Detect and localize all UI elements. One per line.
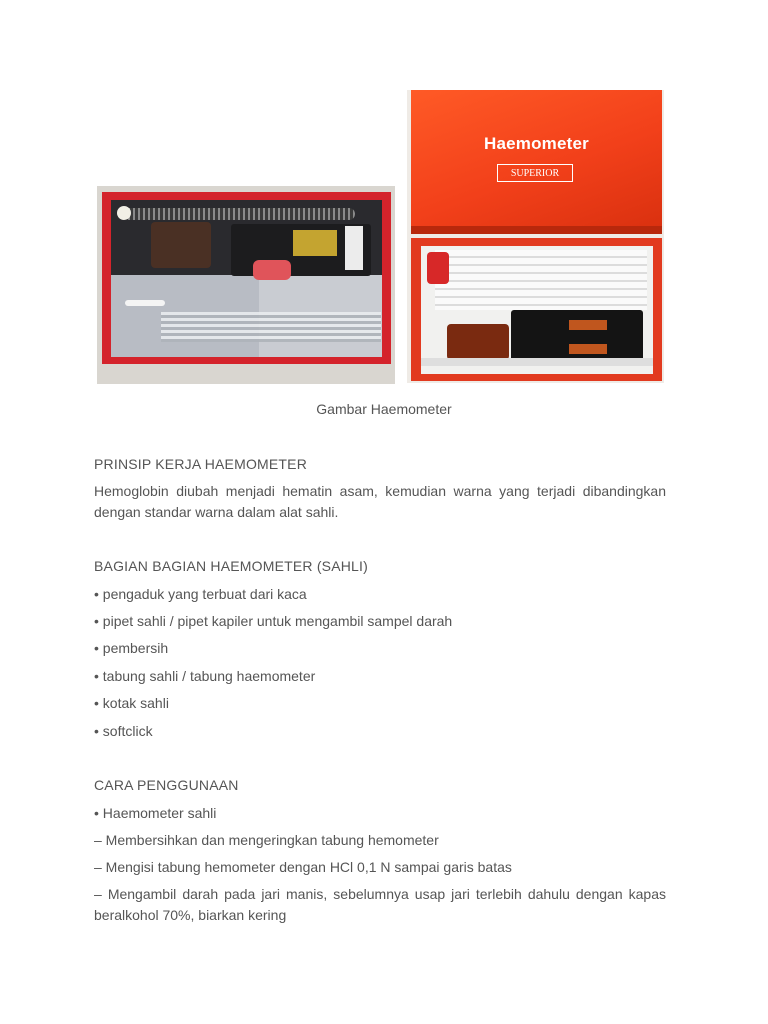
usage-step-paragraph: – Mengambil darah pada jari manis, sebelumnya usap jari terlebih dahulu dengan kapas beralkohol 70%, biarkan kering	[94, 886, 666, 923]
dropper-bulb	[253, 260, 291, 280]
box-interior	[421, 246, 653, 374]
parts-list-item: • pembersih	[94, 640, 169, 656]
usage-heading: CARA PENGGUNAAN	[94, 777, 239, 793]
red-bulb	[427, 252, 449, 284]
parts-list-item: • kotak sahli	[94, 695, 169, 711]
principle-paragraph: Hemoglobin diubah menjadi hematin asam, kemudian warna yang terjadi dibandingkan dengan standar warna dalam alat sahli.	[94, 483, 666, 520]
parts-list-item: • pengaduk yang terbuat dari kaca	[94, 586, 307, 602]
glass-pipettes	[161, 312, 381, 342]
brush-bulb	[117, 206, 131, 220]
principle-heading: PRINSIP KERJA HAEMOMETER	[94, 456, 308, 472]
pipette-strip	[421, 358, 653, 366]
box-base	[411, 238, 662, 381]
box-lid	[411, 90, 662, 232]
box-lid-edge	[411, 226, 662, 234]
box-brand-text: Haemometer	[484, 134, 589, 153]
usage-list-item: • Haemometer sahli	[94, 805, 217, 821]
standard-color-slot	[569, 344, 607, 354]
haemometer-kit-open-photo	[97, 186, 395, 384]
reagent-bottle	[447, 324, 509, 360]
kit-interior	[111, 200, 382, 357]
figure-caption: Gambar Haemometer	[316, 401, 452, 417]
standard-color-slot	[569, 320, 607, 330]
haemometer-box-photo	[407, 90, 664, 383]
parts-list-item: • tabung sahli / tabung haemometer	[94, 668, 316, 684]
parts-list-item: • softclick	[94, 723, 153, 739]
suction-tube	[125, 300, 165, 306]
cleaning-brush	[123, 208, 355, 220]
glass-tubes	[435, 250, 647, 310]
usage-step: – Membersihkan dan mengeringkan tabung hemometer	[94, 832, 439, 848]
comparator-window	[293, 230, 337, 256]
reagent-bottle	[151, 222, 211, 268]
parts-heading: BAGIAN BAGIAN HAEMOMETER (SAHLI)	[94, 558, 368, 574]
usage-step: – Mengisi tabung hemometer dengan HCl 0,1 N sampai garis batas	[94, 859, 512, 875]
kit-red-box	[102, 192, 391, 364]
comparator-label	[345, 226, 363, 270]
box-logo: SUPERIOR	[497, 164, 573, 182]
parts-list-item: • pipet sahli / pipet kapiler untuk mengambil sampel darah	[94, 613, 453, 629]
